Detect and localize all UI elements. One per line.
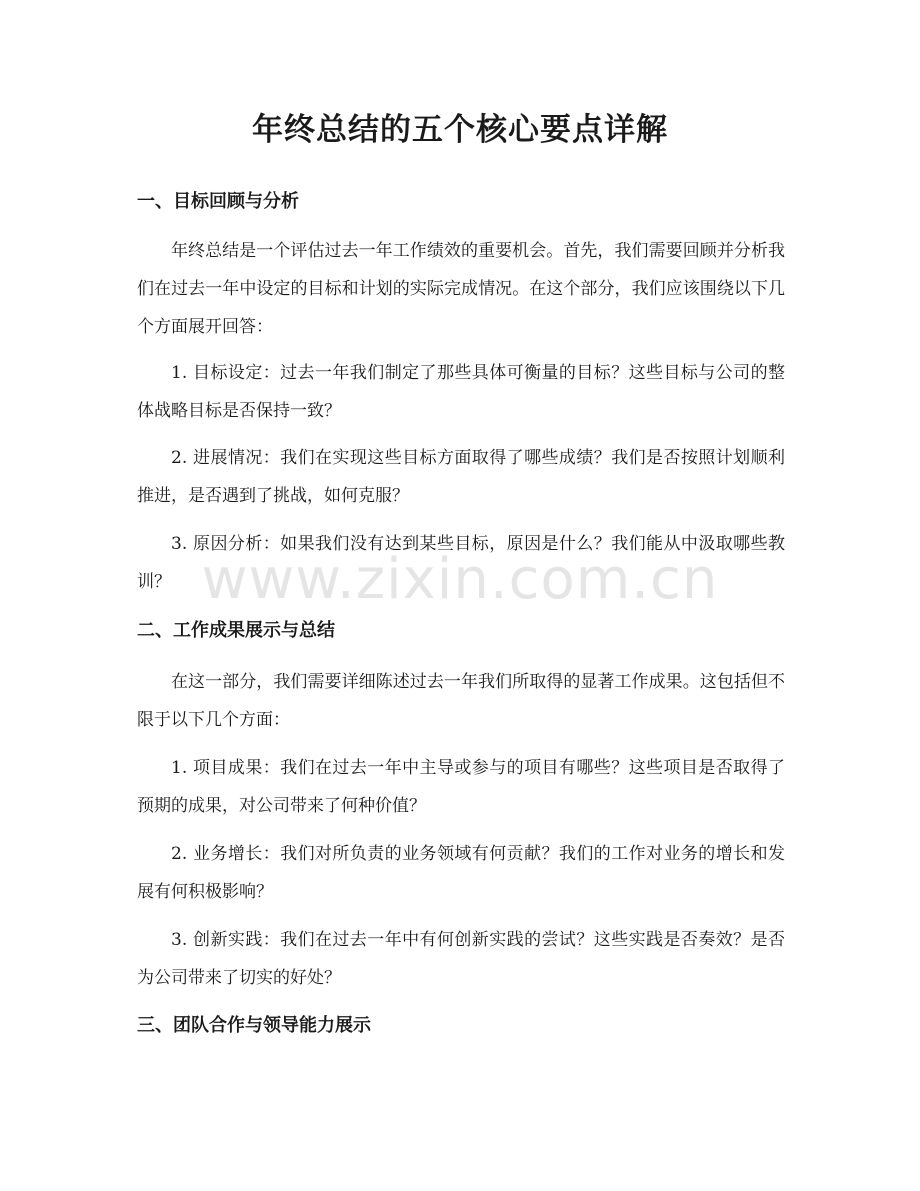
section-heading-2: 二、工作成果展示与总结 xyxy=(137,620,335,641)
paragraph-1-item-1: 1. 目标设定：过去一年我们制定了那些具体可衡量的目标？这些目标与公司的整体战略目标是否保持一致？ xyxy=(137,363,785,421)
paragraph-2-item-3: 3. 创新实践：我们在过去一年中有何创新实践的尝试？这些实践是否奏效？是否为公司带来了切实的好处？ xyxy=(137,930,785,988)
paragraph-1-item-3: 3. 原因分析：如果我们没有达到某些目标，原因是什么？我们能从中汲取哪些教训？ xyxy=(137,534,785,592)
watermark: www.zixin.com.cn xyxy=(201,547,719,612)
paragraph-2-item-1: 1. 项目成果：我们在过去一年中主导或参与的项目有哪些？这些项目是否取得了预期的成果，对公司带来了何种价值？ xyxy=(137,758,785,816)
page-title: 年终总结的五个核心要点详解 xyxy=(252,112,668,148)
paragraph-1-intro: 年终总结是一个评估过去一年工作绩效的重要机会。首先，我们需要回顾并分析我们在过去一年中设定的目标和计划的实际完成情况。在这个部分，我们应该围绕以下几个方面展开回答： xyxy=(137,241,785,337)
section-heading-1: 一、目标回顾与分析 xyxy=(137,191,299,212)
section-heading-3: 三、团队合作与领导能力展示 xyxy=(137,1015,371,1036)
paragraph-1-item-2: 2. 进展情况：我们在实现这些目标方面取得了哪些成绩？我们是否按照计划顺利推进，是否遇到了挑战，如何克服？ xyxy=(137,448,785,506)
paragraph-2-intro: 在这一部分，我们需要详细陈述过去一年我们所取得的显著工作成果。这包括但不限于以下几个方面： xyxy=(137,672,785,730)
paragraph-2-item-2: 2. 业务增长：我们对所负责的业务领域有何贡献？我们的工作对业务的增长和发展有何积极影响？ xyxy=(137,844,785,902)
